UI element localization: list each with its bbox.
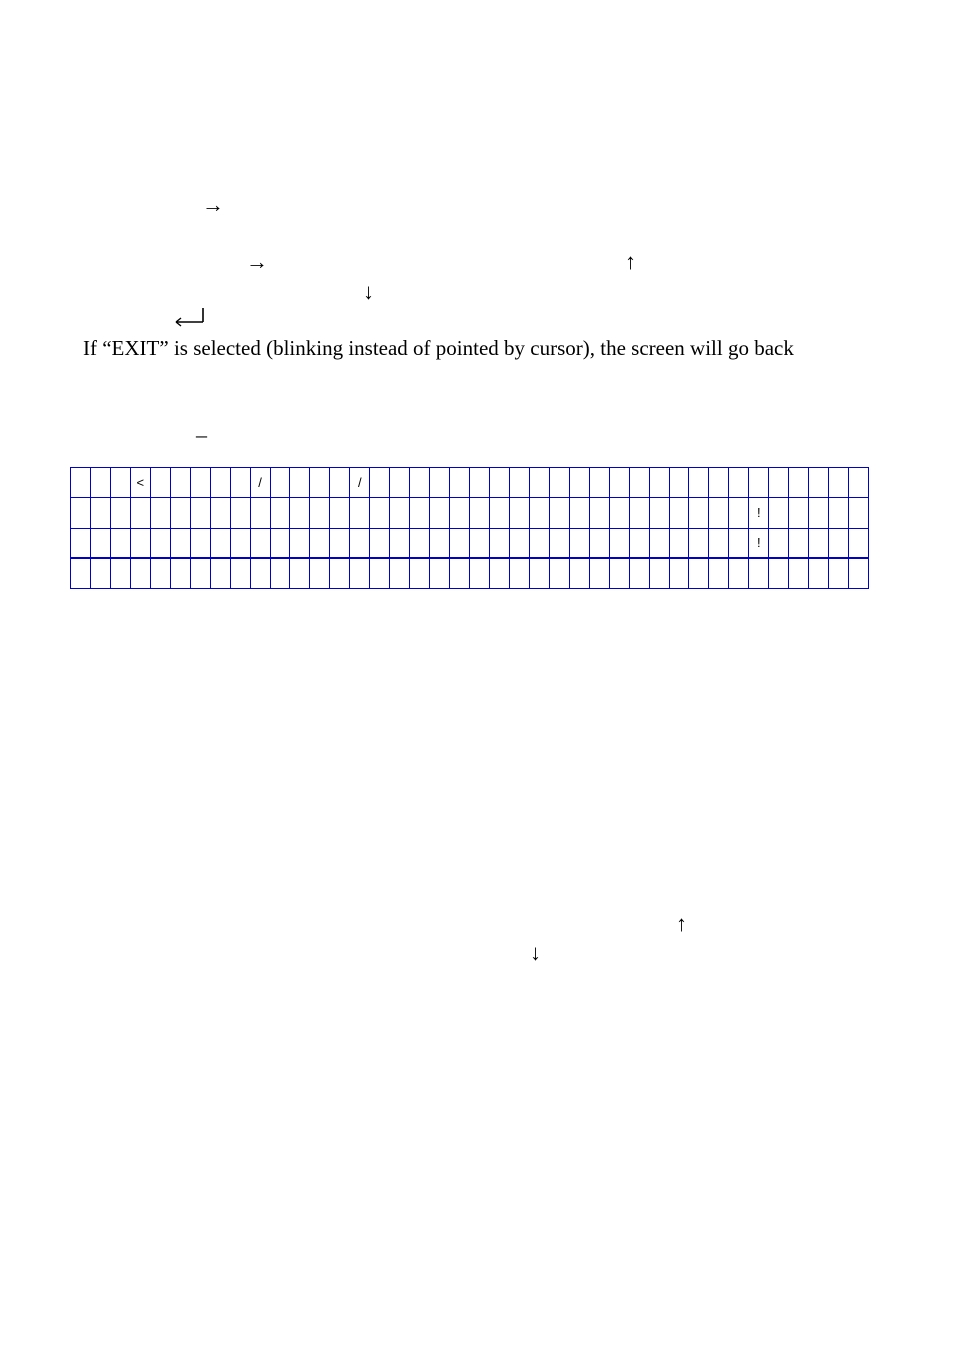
lcd-cell (410, 529, 430, 559)
lcd-cell (350, 529, 370, 559)
lcd-cell (650, 529, 670, 559)
lcd-cell (849, 529, 869, 559)
lcd-cell (450, 559, 470, 589)
lcd-cell (829, 498, 849, 528)
lcd-cell (151, 529, 171, 559)
lcd-cell (91, 559, 111, 589)
lcd-cell (211, 498, 231, 528)
lcd-cell (470, 498, 490, 528)
lcd-cell (111, 529, 131, 559)
lcd-cell (410, 498, 430, 528)
lcd-cell (650, 559, 670, 589)
lcd-cell (370, 529, 390, 559)
lcd-cell (670, 559, 690, 589)
lcd-cell (231, 559, 251, 589)
lcd-cell (849, 559, 869, 589)
lcd-cell (330, 559, 350, 589)
lcd-cell (570, 498, 590, 528)
lcd-cell (191, 468, 211, 498)
lcd-cell (450, 498, 470, 528)
lcd-cell (271, 529, 291, 559)
lcd-cell (650, 498, 670, 528)
lcd-cell (350, 559, 370, 589)
lcd-cell (729, 468, 749, 498)
lcd-cell (709, 559, 729, 589)
lcd-cell (370, 498, 390, 528)
lcd-cell (430, 529, 450, 559)
lcd-cell (789, 468, 809, 498)
lcd-cell (849, 468, 869, 498)
lcd-cell (530, 529, 550, 559)
lcd-cell (191, 559, 211, 589)
lcd-cell (71, 529, 91, 559)
lcd-cell (630, 559, 650, 589)
lcd-cell (709, 468, 729, 498)
lcd-cell (590, 559, 610, 589)
lcd-cell (310, 498, 330, 528)
lcd-cell (410, 559, 430, 589)
lcd-display-grid (70, 467, 869, 589)
lcd-cell (290, 468, 310, 498)
lcd-cell (610, 498, 630, 528)
lcd-cell (271, 468, 291, 498)
right-arrow-symbol-2: → (246, 249, 268, 274)
lcd-cell (191, 529, 211, 559)
lcd-cell (410, 468, 430, 498)
lcd-cell: ! (749, 498, 769, 528)
lcd-cell (809, 559, 829, 589)
lcd-cell (510, 498, 530, 528)
lcd-cell (510, 468, 530, 498)
lcd-cell (630, 498, 650, 528)
exit-instruction-paragraph: If “EXIT” is selected (blinking instead of pointed by cursor), the screen will go back (83, 336, 794, 360)
lcd-cell (330, 529, 350, 559)
lcd-cell (769, 498, 789, 528)
lcd-cell (151, 498, 171, 528)
lcd-cell (709, 529, 729, 559)
lcd-cell (111, 498, 131, 528)
lcd-cell (670, 529, 690, 559)
lcd-cell (689, 529, 709, 559)
lcd-cell (849, 498, 869, 528)
lcd-cell (111, 468, 131, 498)
lcd-cell (231, 468, 251, 498)
lcd-cell (630, 529, 650, 559)
lcd-cell: < (131, 468, 151, 498)
lcd-cell (530, 468, 550, 498)
lcd-cell (570, 468, 590, 498)
enter-key-icon (172, 305, 206, 327)
lcd-cell (729, 559, 749, 589)
lcd-cell (350, 498, 370, 528)
lcd-cell (470, 559, 490, 589)
up-arrow-symbol: ↑ (625, 249, 636, 274)
lcd-cell (729, 529, 749, 559)
lcd-cell (610, 559, 630, 589)
lcd-cell (650, 468, 670, 498)
lcd-cell (570, 529, 590, 559)
lcd-cell (310, 468, 330, 498)
down-arrow-symbol-2: ↓ (530, 940, 541, 965)
lcd-cell (689, 559, 709, 589)
lcd-cell (290, 498, 310, 528)
lcd-cell (470, 468, 490, 498)
lcd-cell (670, 468, 690, 498)
lcd-cell (151, 468, 171, 498)
lcd-cell (789, 529, 809, 559)
lcd-cell (211, 559, 231, 589)
lcd-cell (231, 498, 251, 528)
lcd-cell (390, 559, 410, 589)
lcd-cell: ! (749, 529, 769, 559)
lcd-cell (171, 559, 191, 589)
lcd-cell (550, 559, 570, 589)
lcd-cell (450, 529, 470, 559)
lcd-cell (749, 468, 769, 498)
lcd-cell (789, 498, 809, 528)
lcd-cell (809, 468, 829, 498)
lcd-cell (689, 498, 709, 528)
lcd-cell (610, 529, 630, 559)
lcd-cell (310, 559, 330, 589)
lcd-cell (251, 498, 271, 528)
lcd-cell (769, 468, 789, 498)
lcd-cell (71, 498, 91, 528)
lcd-cell (151, 559, 171, 589)
lcd-cell (390, 498, 410, 528)
lcd-cell (490, 559, 510, 589)
lcd-cell (271, 559, 291, 589)
lcd-cell (510, 529, 530, 559)
lcd-cell (550, 529, 570, 559)
lcd-cell (251, 559, 271, 589)
lcd-cell (91, 498, 111, 528)
lcd-cell (749, 559, 769, 589)
lcd-cell (709, 498, 729, 528)
lcd-cell (211, 468, 231, 498)
lcd-cell (490, 498, 510, 528)
lcd-cell (211, 529, 231, 559)
right-arrow-symbol: → (202, 192, 224, 217)
lcd-cell (71, 559, 91, 589)
lcd-cell (829, 468, 849, 498)
lcd-cell (450, 468, 470, 498)
lcd-cell (630, 468, 650, 498)
lcd-cell (809, 529, 829, 559)
lcd-cell (330, 498, 350, 528)
lcd-cell (131, 559, 151, 589)
lcd-cell (290, 529, 310, 559)
lcd-cell (71, 468, 91, 498)
lcd-cell (789, 559, 809, 589)
lcd-cell (829, 559, 849, 589)
lcd-cell (470, 529, 490, 559)
lcd-cell (590, 529, 610, 559)
lcd-cell (430, 498, 450, 528)
lcd-cell (310, 529, 330, 559)
lcd-cell (550, 468, 570, 498)
lcd-cell (370, 559, 390, 589)
lcd-cell (430, 468, 450, 498)
lcd-cell (290, 559, 310, 589)
lcd-cell (729, 498, 749, 528)
lcd-cell (91, 529, 111, 559)
lcd-cell (430, 559, 450, 589)
lcd-cell (590, 498, 610, 528)
lcd-cell (131, 498, 151, 528)
lcd-cell (271, 498, 291, 528)
lcd-cell (610, 468, 630, 498)
lcd-cell (550, 498, 570, 528)
lcd-cell (370, 468, 390, 498)
lcd-cell (330, 468, 350, 498)
lcd-cell (809, 498, 829, 528)
up-arrow-symbol-2: ↑ (676, 911, 687, 936)
lcd-cell (689, 468, 709, 498)
lcd-cell (91, 468, 111, 498)
lcd-cell (490, 468, 510, 498)
dash-symbol: – (196, 422, 207, 447)
lcd-cell (171, 498, 191, 528)
lcd-cell (171, 468, 191, 498)
lcd-cell (670, 498, 690, 528)
lcd-cell (251, 529, 271, 559)
lcd-cell (390, 468, 410, 498)
lcd-cell (530, 559, 550, 589)
lcd-cell: / (350, 468, 370, 498)
lcd-cell (510, 559, 530, 589)
lcd-cell (769, 529, 789, 559)
lcd-cell (390, 529, 410, 559)
lcd-cell (490, 529, 510, 559)
lcd-cell (131, 529, 151, 559)
lcd-cell (829, 529, 849, 559)
lcd-cell (530, 498, 550, 528)
lcd-cell (171, 529, 191, 559)
lcd-cell (111, 559, 131, 589)
lcd-cell: / (251, 468, 271, 498)
lcd-cell (570, 559, 590, 589)
down-arrow-symbol: ↓ (363, 279, 374, 304)
lcd-cell (231, 529, 251, 559)
lcd-cell (769, 559, 789, 589)
lcd-cell (590, 468, 610, 498)
lcd-cell (191, 498, 211, 528)
